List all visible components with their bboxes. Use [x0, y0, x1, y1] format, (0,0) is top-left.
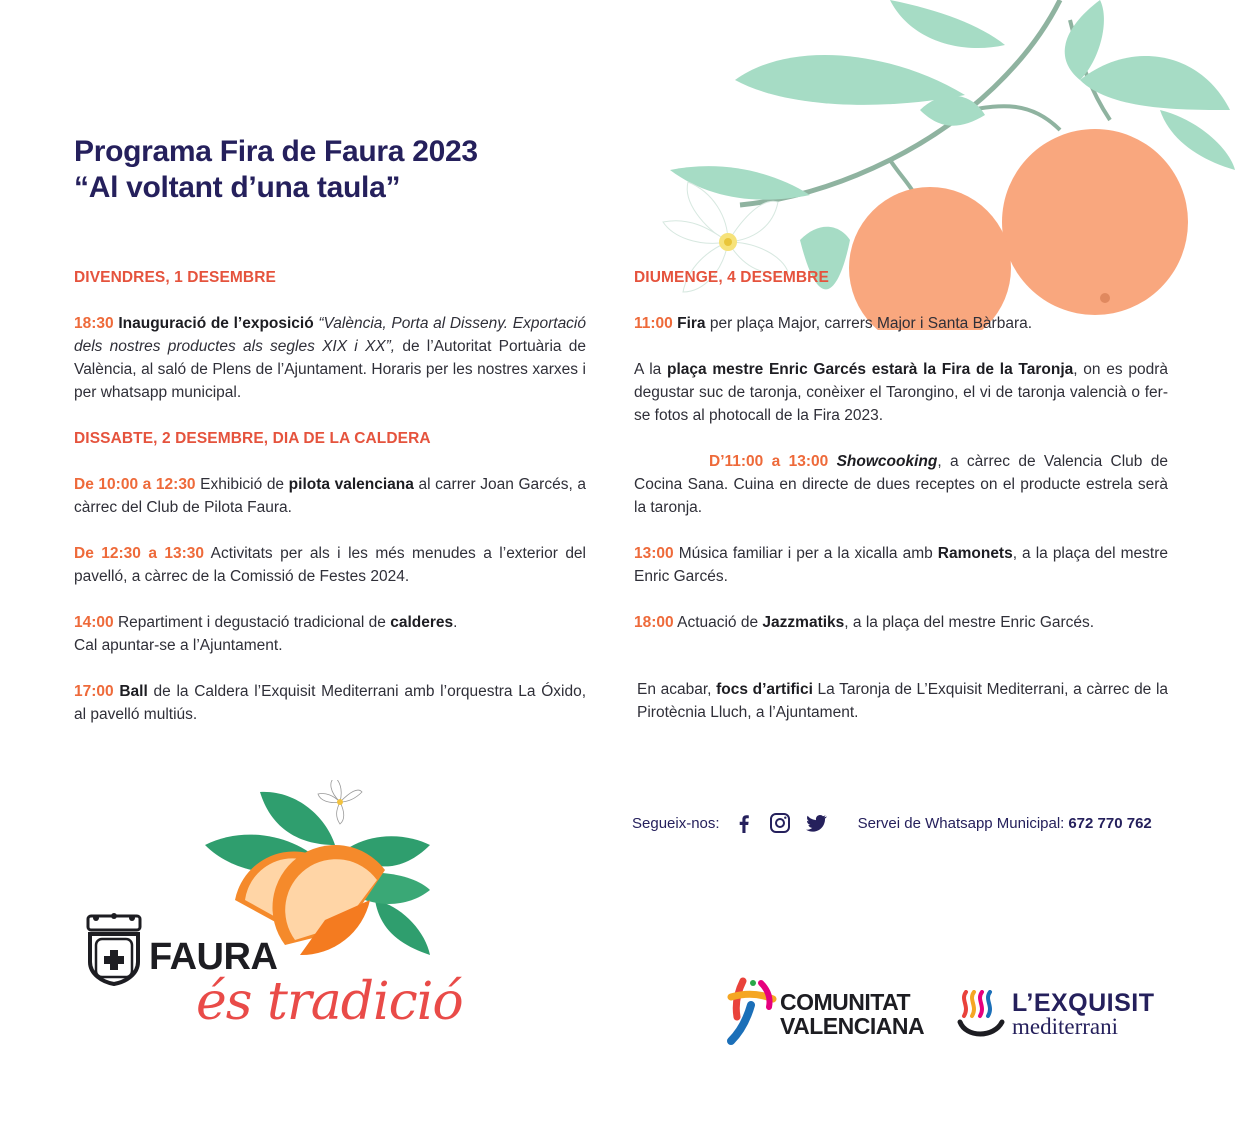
event-bold: pilota valenciana: [288, 476, 414, 493]
saturday-event-1: [74, 473, 586, 519]
faura-orange-illustration: [175, 780, 445, 960]
event-time: 17:00: [74, 683, 114, 700]
saturday-event-3: [74, 611, 586, 657]
sunday-event-5: [634, 611, 1168, 634]
left-column: [74, 266, 586, 726]
sunday-event-2: [634, 358, 1168, 427]
event-bold: focs d’artifici: [716, 681, 813, 698]
comunitat-valenciana-logo-icon: [725, 975, 781, 1045]
event-bold: calderes: [390, 614, 454, 631]
event-text: En acabar,: [637, 681, 717, 698]
event-time: 13:00: [634, 545, 674, 562]
whatsapp-label: Servei de Whatsapp Municipal:: [857, 814, 1065, 832]
social-bar: [632, 811, 1152, 835]
event-bold: plaça mestre Enric Garcés estarà la Fira de la Taronja: [667, 361, 1074, 378]
instagram-icon[interactable]: [768, 811, 792, 835]
event-text: Música familiar i per a la xicalla amb: [673, 545, 938, 562]
event-time: 18:00: [634, 614, 674, 631]
event-bold: Jazzmatiks: [762, 614, 845, 631]
comunitat-valenciana-logo-text: [780, 990, 924, 1038]
cv-line-1: COMUNITAT: [780, 989, 911, 1015]
event-note: Cal apuntar-se a l’Ajuntament.: [74, 637, 283, 654]
saturday-heading: DISSABTE, 2 DESEMBRE, DIA DE LA CALDERA: [74, 430, 431, 447]
event-time: De 12:30 a 13:30: [74, 545, 205, 562]
sunday-event-3: [634, 450, 1168, 519]
event-text: .: [453, 614, 458, 631]
title-line-1: Programa Fira de Faura 2023: [74, 135, 478, 168]
event-text: , a la plaça del mestre Enric Garcés.: [634, 545, 1168, 585]
faura-logo-slogan: és tradició: [196, 972, 463, 1032]
event-bold: Ramonets: [937, 545, 1013, 562]
event-text: , a la plaça del mestre Enric Garcés.: [844, 614, 1095, 631]
saturday-event-2: [74, 542, 586, 588]
event-title: Inauguració de l’exposició: [118, 315, 314, 332]
event-text: al carrer Joan Garcés, a càrrec del Club de Pilota Faura.: [74, 476, 586, 516]
event-text: de la Caldera l’Exquisit Mediterrani amb l’orquestra La Óxido, al pavelló multiús.: [74, 683, 587, 723]
event-time: 18:30: [74, 315, 114, 332]
event-italic: “València, Porta al Disseny. Exportació dels nostres productes als segles XIX i XX”,: [74, 315, 586, 355]
event-text: Actuació de: [673, 614, 763, 631]
event-text: , a càrrec de Valencia Club de Cocina Sana. Cuina en directe de dues receptes on el producte estrela serà la taronja.: [634, 453, 1169, 516]
friday-event-1: [74, 312, 586, 404]
twitter-icon[interactable]: [804, 811, 828, 835]
exquisit-logo-line-1: L’EXQUISIT: [1012, 989, 1155, 1017]
event-bold-italic: Showcooking: [828, 453, 938, 470]
cv-line-2: VALENCIANA: [780, 1013, 925, 1039]
event-text: per plaça Major, carrers Major i Santa Bàrbara.: [705, 315, 1033, 332]
event-time: 14:00: [74, 614, 114, 631]
exquisit-mediterrani-logo-icon: [956, 990, 1006, 1042]
sunday-event-6: [634, 678, 1168, 724]
event-time: De 10:00 a 12:30: [74, 476, 196, 493]
faura-coat-of-arms-icon: [82, 912, 146, 986]
event-text: A la: [634, 361, 668, 378]
event-text: Exhibició de: [195, 476, 289, 493]
event-text: , on es podrà degustar suc de taronja, conèixer el Tarongino, el vi de taronja valencià o fer-se fotos al photocall de la Fira 2023.: [634, 361, 1168, 424]
exquisit-logo-line-2: mediterrani: [1012, 1014, 1119, 1039]
saturday-event-4: [74, 680, 586, 726]
event-text: Activitats per als i les més menudes a l’exterior del pavelló, a càrrec de la Comissió de Festes 2024.: [74, 545, 587, 585]
sunday-event-4: [634, 542, 1168, 588]
follow-label: Segueix-nos:: [632, 814, 720, 832]
sunday-event-1: [634, 312, 1168, 335]
event-bold: Fira: [672, 315, 706, 332]
whatsapp-number: 672 770 762: [1068, 814, 1152, 832]
event-time: D’11:00 a 13:00: [709, 453, 829, 470]
page-title: [74, 134, 634, 206]
event-bold: Ball: [113, 683, 148, 700]
friday-heading: DIVENDRES, 1 DESEMBRE: [74, 269, 276, 286]
facebook-icon[interactable]: [732, 811, 756, 835]
event-text: de l’Autoritat Portuària de València, al saló de Plens de l’Ajuntament. Horaris per les nostres xarxes i per whatsapp municipal.: [74, 338, 586, 401]
right-column: [634, 266, 1168, 724]
event-text: Repartiment i degustació tradicional de: [113, 614, 391, 631]
event-text: La Taronja de L’Exquisit Mediterrani, a càrrec de la Pirotècnia Lluch, a l’Ajuntament.: [637, 681, 1169, 721]
title-line-2: “Al voltant d’una taula”: [74, 171, 401, 204]
event-time: 11:00: [634, 315, 673, 332]
faura-logo-word: FAURA: [149, 936, 278, 978]
sunday-heading: DIUMENGE, 4 DESEMBRE: [634, 269, 829, 286]
